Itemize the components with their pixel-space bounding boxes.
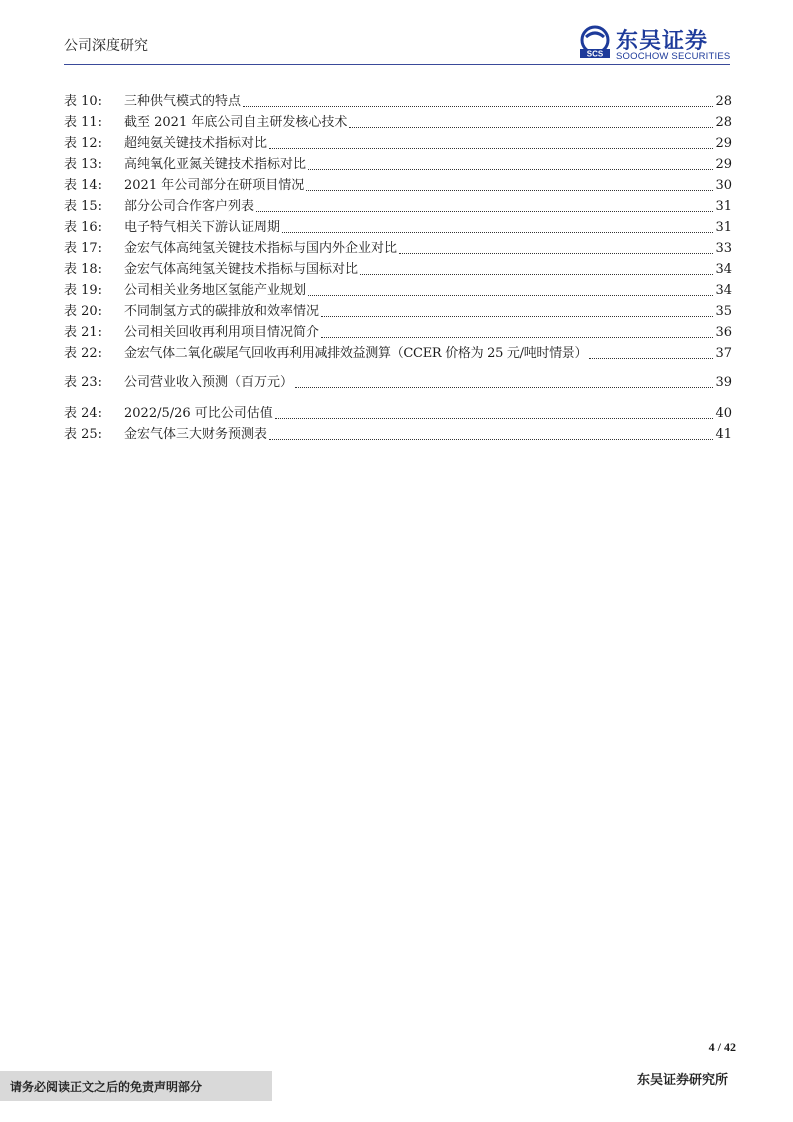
toc-dots: [321, 316, 713, 317]
toc-page: 31: [715, 199, 732, 214]
toc-text: 部分公司合作客户列表: [124, 199, 255, 214]
toc-page: 40: [715, 406, 732, 421]
toc-label: 表 10:: [64, 94, 103, 109]
toc-page: 28: [715, 94, 732, 109]
toc-page: 29: [715, 136, 732, 151]
toc-page: 36: [715, 325, 732, 340]
toc-row[interactable]: [64, 155, 732, 173]
toc-dots: [308, 169, 713, 170]
toc-dots: [321, 337, 713, 338]
toc-row[interactable]: [64, 239, 732, 257]
toc-label: 表 11:: [64, 115, 103, 130]
toc-dots: [256, 211, 713, 212]
toc-label: 表 15:: [64, 199, 103, 214]
header-title: 公司深度研究: [64, 38, 148, 54]
toc-page: 31: [715, 220, 732, 235]
toc-dots: [589, 358, 713, 359]
toc-dots: [243, 106, 713, 107]
toc-text: 三种供气模式的特点: [124, 94, 242, 109]
soochow-logo-icon: [578, 25, 612, 59]
toc-text: 2022/5/26 可比公司估值: [124, 406, 273, 421]
toc-page: 34: [715, 283, 732, 298]
toc-row[interactable]: [64, 218, 732, 236]
toc-row[interactable]: [64, 113, 732, 131]
toc-dots: [269, 439, 713, 440]
toc-row[interactable]: [64, 425, 732, 443]
toc-page: 34: [715, 262, 732, 277]
toc-label: 表 20:: [64, 304, 103, 319]
toc-dots: [282, 232, 713, 233]
toc-dots: [360, 274, 713, 275]
footer-disclaimer: 请务必阅读正文之后的免责声明部分: [10, 1080, 203, 1094]
header-rule: [64, 64, 730, 65]
toc-label: 表 13:: [64, 157, 103, 172]
toc-row[interactable]: [64, 404, 732, 422]
toc-page: 35: [715, 304, 732, 319]
toc-text: 公司相关回收再利用项目情况简介: [124, 325, 320, 340]
toc-label: 表 25:: [64, 427, 103, 442]
footer-disclaimer-box: [0, 1071, 272, 1101]
toc-label: 表 14:: [64, 178, 103, 193]
toc-row[interactable]: [64, 92, 732, 110]
toc-label: 表 16:: [64, 220, 103, 235]
toc-page: 29: [715, 157, 732, 172]
toc-row[interactable]: [64, 373, 732, 391]
toc-row[interactable]: [64, 197, 732, 215]
toc-row[interactable]: [64, 323, 732, 341]
toc-page: 41: [715, 427, 732, 442]
toc-page: 33: [715, 241, 732, 256]
toc-row[interactable]: [64, 344, 732, 362]
toc-dots: [399, 253, 713, 254]
toc-text: 公司营业收入预测（百万元）: [124, 375, 294, 390]
toc-dots: [349, 127, 713, 128]
toc-row[interactable]: [64, 260, 732, 278]
toc-page: 28: [715, 115, 732, 130]
toc-row[interactable]: [64, 134, 732, 152]
toc-text: 2021 年公司部分在研项目情况: [124, 178, 305, 193]
logo-mark-text: SCS: [586, 49, 604, 59]
toc-text: 金宏气体高纯氢关键技术指标与国标对比: [124, 262, 359, 277]
toc-page: 39: [715, 375, 732, 390]
toc-dots: [275, 418, 714, 419]
toc-text: 公司相关业务地区氢能产业规划: [124, 283, 307, 298]
page-number: 4 / 42: [708, 1040, 736, 1054]
toc-text: 不同制氢方式的碳排放和效率情况: [124, 304, 320, 319]
toc-text: 金宏气体三大财务预测表: [124, 427, 268, 442]
logo-cn: 东吴证券: [616, 29, 709, 54]
toc-dots: [269, 148, 713, 149]
toc-label: 表 19:: [64, 283, 103, 298]
toc-label: 表 24:: [64, 406, 103, 421]
toc-page: 30: [715, 178, 732, 193]
toc-text: 电子特气相关下游认证周期: [124, 220, 281, 235]
toc-page: 37: [715, 346, 732, 361]
toc-text: 金宏气体高纯氢关键技术指标与国内外企业对比: [124, 241, 398, 256]
toc-label: 表 18:: [64, 262, 103, 277]
toc-label: 表 22:: [64, 346, 103, 361]
logo: [578, 24, 738, 62]
footer-brand: 东吴证券研究所: [636, 1073, 728, 1088]
toc-dots: [306, 190, 713, 191]
toc-label: 表 23:: [64, 375, 103, 390]
toc-dots: [295, 387, 713, 388]
toc-text: 截至 2021 年底公司自主研发核心技术: [124, 115, 348, 130]
logo-en: SOOCHOW SECURITIES: [616, 51, 731, 62]
toc-text: 高纯氧化亚氮关键技术指标对比: [124, 157, 307, 172]
toc-text: 超纯氨关键技术指标对比: [124, 136, 268, 151]
toc-label: 表 17:: [64, 241, 103, 256]
toc-label: 表 12:: [64, 136, 103, 151]
toc-row[interactable]: [64, 302, 732, 320]
toc-row[interactable]: [64, 176, 732, 194]
toc-row[interactable]: [64, 281, 732, 299]
toc-label: 表 21:: [64, 325, 103, 340]
toc-dots: [308, 295, 713, 296]
toc-text: 金宏气体二氧化碳尾气回收再利用减排效益测算（CCER 价格为 25 元/吨时情景）: [124, 346, 588, 361]
